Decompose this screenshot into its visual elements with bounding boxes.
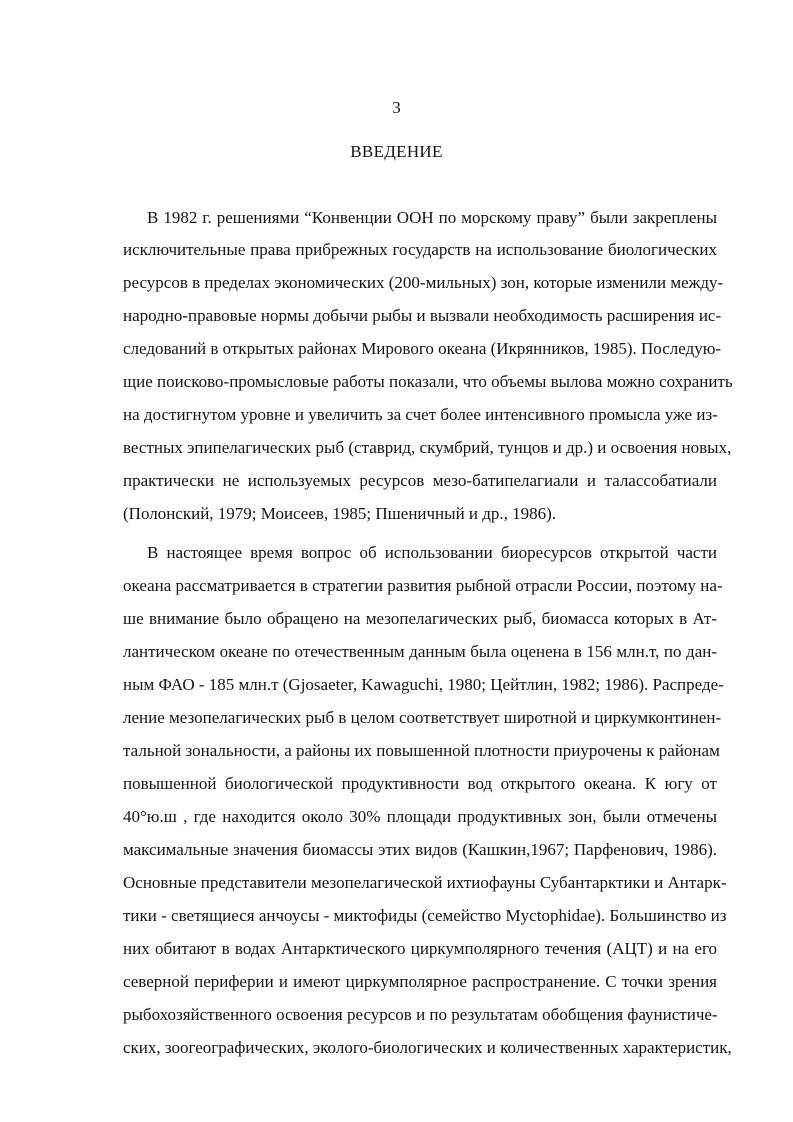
text-line: максимальные значения биомассы этих видов (Кашкин,1967; Парфенович, 1986). <box>123 840 717 859</box>
text-line: ресурсов в пределах экономических (200-мильных) зон, которые изменили между- <box>123 273 724 292</box>
text-line: лантическом океане по отечественным данным была оценена в 156 млн.т, по дан- <box>123 642 717 661</box>
text-line: повышенной биологической продуктивности вод открытого океана. К югу от <box>123 774 717 793</box>
text-line: следований в открытых районах Мирового океана (Икрянников, 1985). Последую- <box>123 339 722 358</box>
text-line: исключительные права прибрежных государств на использование биологических <box>123 240 717 259</box>
section-heading: ВВЕДЕНИЕ <box>350 142 443 161</box>
text-line: ше внимание было обращено на мезопелагических рыб, биомасса которых в Ат- <box>123 609 717 628</box>
text-line: В 1982 г. решениями “Конвенции ООН по морскому праву” были закреплены <box>147 208 717 227</box>
text-line: на достигнутом уровне и увеличить за счет более интенсивного промысла уже из- <box>123 405 718 424</box>
text-line: рыбохозяйственного освоения ресурсов и по результатам обобщения фаунистиче- <box>123 1005 718 1024</box>
text-line: щие поисково-промысловые работы показали, что объемы вылова можно сохранить <box>123 372 733 391</box>
page-number: 3 <box>392 98 401 117</box>
text-line: практически не используемых ресурсов мезо-батипелагиали и талассобатиали <box>123 471 717 490</box>
text-line: ным ФАО - 185 млн.т (Gjosaeter, Kawaguchi, 1980; Цейтлин, 1982; 1986). Распреде- <box>123 675 724 694</box>
text-line: (Полонский, 1979; Моисеев, 1985; Пшеничный и др., 1986). <box>123 504 557 523</box>
text-line: тики - светящиеся анчоусы - миктофиды (семейство Myctophidae). Большинство из <box>123 906 727 925</box>
text-line: 40°ю.ш , где находится около 30% площади продуктивных зон, были отмечены <box>123 807 717 826</box>
text-line: ление мезопелагических рыб в целом соответствует широтной и циркумконтинен- <box>123 708 722 727</box>
text-line: северной периферии и имеют циркумполярное распространение. С точки зрения <box>123 972 717 991</box>
text-line: народно-правовые нормы добычи рыбы и вызвали необходимость расширения ис- <box>123 306 722 325</box>
text-line: них обитают в водах Антарктического циркумполярного течения (АЦТ) и на его <box>123 939 717 958</box>
text-line: океана рассматривается в стратегии развития рыбной отрасли России, поэтому на- <box>123 576 723 595</box>
text-line: тальной зональности, а районы их повышенной плотности приурочены к районам <box>123 741 720 760</box>
text-line: Основные представители мезопелагической ихтиофауны Субантарктики и Антарк- <box>123 873 727 892</box>
text-line: В настоящее время вопрос об использовании биоресурсов открытой части <box>147 543 717 562</box>
text-line: вестных эпипелагических рыб (ставрид, скумбрий, тунцов и др.) и освоения новых, <box>123 438 732 457</box>
text-line: ских, зоогеографических, эколого-биологических и количественных характеристик, <box>123 1038 732 1057</box>
